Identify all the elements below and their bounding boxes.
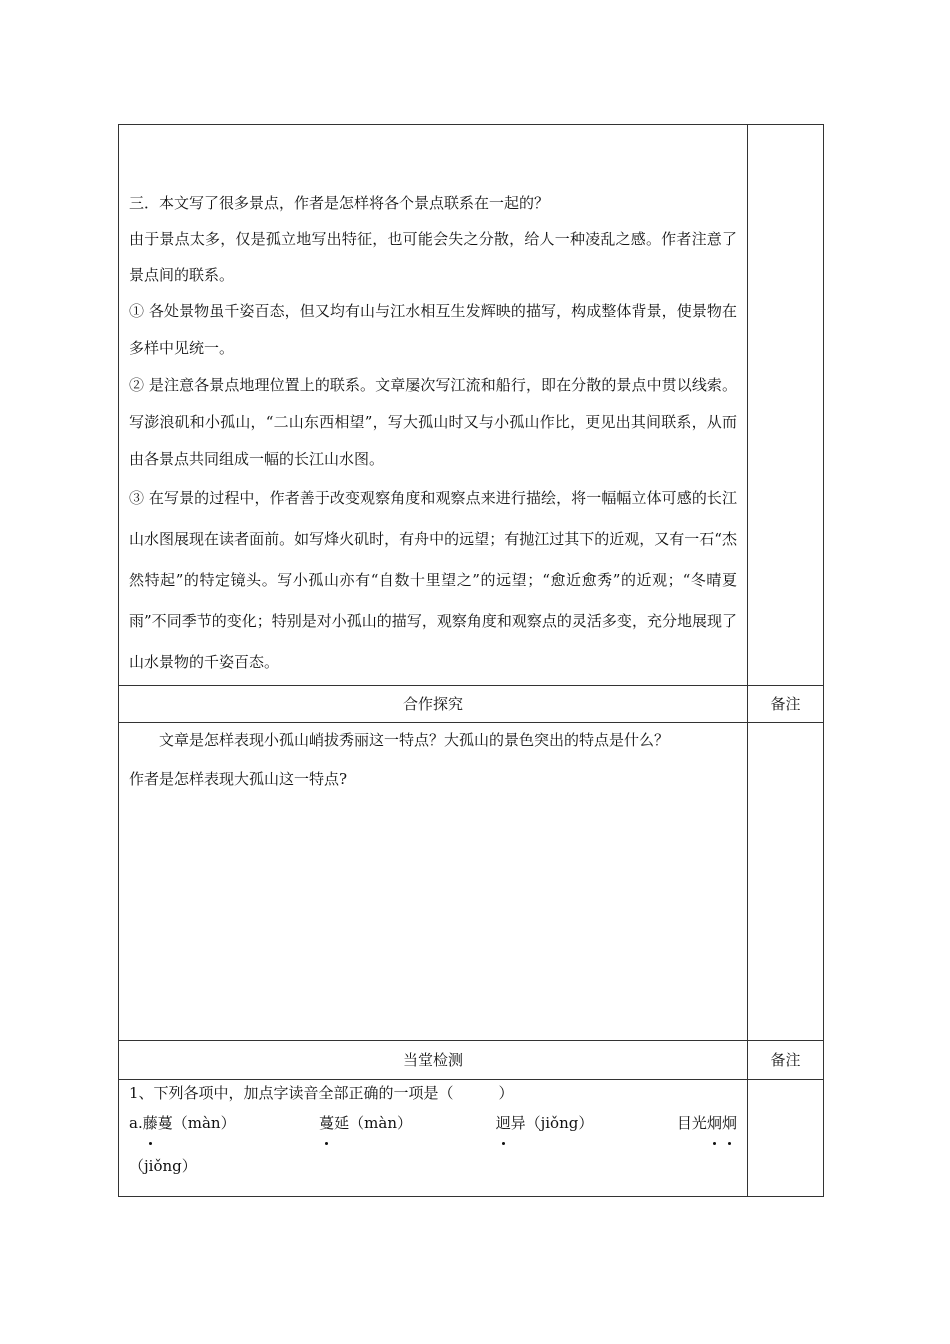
- option-a: [129, 1106, 737, 1140]
- check-header-row: [119, 1041, 823, 1080]
- section3-point1: ① 各处景物虽千姿百态，但又均有山与江水相互生发辉映的描写，构成整体背景，使景物在多样中见统一。: [129, 302, 737, 357]
- section3-row: [119, 125, 823, 686]
- section3-point2: ② 是注意各景点地理位置上的联系。文章屡次写江流和船行，即在分散的景点中贯以线索。写澎浪矶和小孤山，“二山东西相望”，写大孤山时又与小孤山作比，更见出其间联系，从而由各景点共同组成一幅的长江山水图。: [129, 376, 737, 468]
- cooperation-header-row: [119, 686, 823, 723]
- option-a-word-3: 迥异（jiǒng）: [496, 1106, 594, 1140]
- cooperation-line-2: 作者是怎样表现大孤山这一特点?: [129, 770, 348, 788]
- section3-point3: ③ 在写景的过程中，作者善于改变观察角度和观察点来进行描绘，将一幅幅立体可感的长江山水图展现在读者面前。如写烽火矶时，有舟中的远望；有抛江过其下的近观，又有一石“杰然特起”的特定镜头。写小孤山亦有“自数十里望之”的远望；“愈近愈秀”的近观；“冬晴夏雨”不同季节的变化；特别是对小孤山的描写，观察角度和观察点的灵活多变，充分地展现了山水景物的千姿百态。: [129, 489, 737, 671]
- dotted-char: 炯: [707, 1106, 722, 1140]
- cooperation-note-cell: [748, 723, 823, 1040]
- dotted-char: 迥: [496, 1106, 511, 1140]
- option-a-word-1: a.藤蔓（màn）: [129, 1106, 236, 1140]
- dotted-char: 蔓: [319, 1106, 334, 1140]
- lesson-table: [118, 124, 824, 1197]
- dotted-char: 炯: [722, 1106, 737, 1140]
- check-note-cell: [748, 1080, 823, 1196]
- section3-note-cell: [748, 125, 823, 685]
- option-a-word-2: 蔓延（màn）: [319, 1106, 412, 1140]
- check-note-label: 备注: [770, 1051, 801, 1069]
- section3-intro: 由于景点太多，仅是孤立地写出特征，也可能会失之分散，给人一种凌乱之感。作者注意了景点间的联系。: [129, 230, 737, 284]
- check-title: 当堂检测: [119, 1041, 748, 1079]
- question-1: 1、下列各项中，加点字读音全部正确的一项是（ ）: [129, 1084, 514, 1102]
- option-a-word-4: 目光炯炯: [677, 1106, 737, 1140]
- cooperation-note-label: 备注: [770, 695, 801, 713]
- section3-cell: [119, 125, 748, 685]
- cooperation-title: 合作探究: [119, 686, 748, 722]
- check-content-row: [119, 1080, 823, 1196]
- cooperation-content-row: [119, 723, 823, 1041]
- option-a-continued: （jiǒng）: [129, 1157, 197, 1175]
- cooperation-content-cell: [119, 723, 748, 1040]
- section3-question: 三．本文写了很多景点，作者是怎样将各个景点联系在一起的？: [129, 194, 550, 212]
- cooperation-line-1: 文章是怎样表现小孤山峭拔秀丽这一特点？大孤山的景色突出的特点是什么？: [159, 731, 670, 749]
- dotted-char: 藤: [143, 1106, 158, 1140]
- check-content-cell: [119, 1080, 748, 1196]
